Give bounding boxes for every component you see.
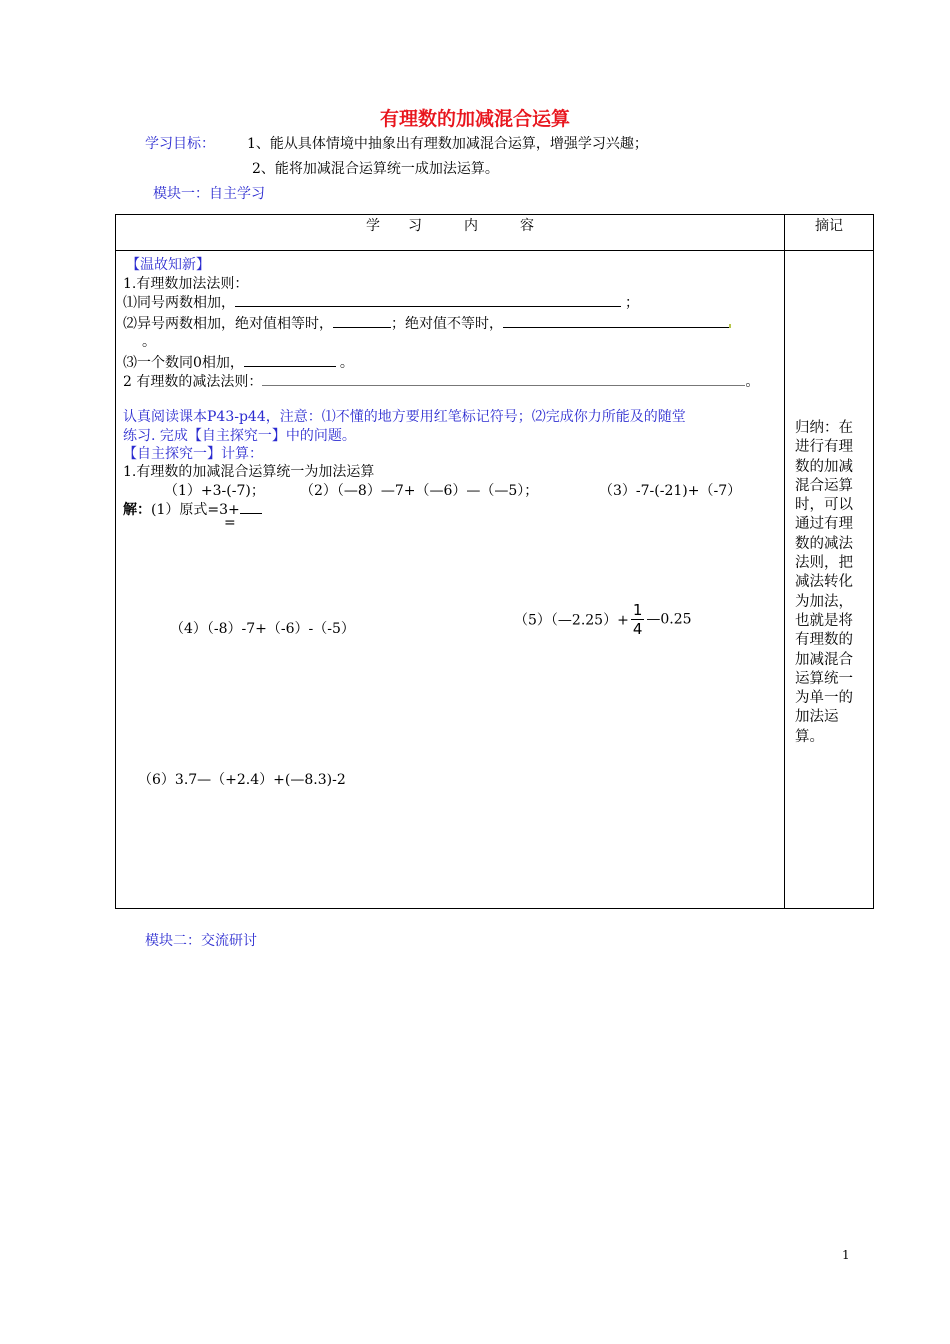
problem-1: （1）+3-(-7)； [164, 483, 265, 499]
objective-item-1: 1、能从具体情境中抽象出有理数加减混合运算，增强学习兴趣； [247, 136, 648, 152]
table-header-row [116, 215, 874, 251]
problem-3: （3）-7-(-21)+（-7） [599, 483, 742, 499]
rule-text: ⑵异号两数相加，绝对值相等时， [123, 316, 333, 332]
punctuation: ； [625, 295, 639, 311]
problem-4: （4）（-8）-7+（-6）-（-5） [170, 621, 355, 637]
punctuation: 。 [745, 374, 760, 390]
fraction [631, 601, 645, 638]
subtraction-rule [123, 371, 759, 391]
rule-text: ；绝对值不等时， [391, 316, 503, 332]
addition-rule-1 [123, 292, 639, 312]
header-content: 学 习 内 容 [116, 215, 785, 251]
addition-rule-3 [123, 352, 354, 372]
punctuation: 。 [339, 355, 354, 371]
rule-text: ⑶一个数同0相加， [123, 355, 244, 371]
table-body-row [116, 251, 874, 909]
content-cell [116, 251, 785, 909]
study-table [115, 214, 874, 909]
answer-blank [235, 292, 621, 307]
notes-cell [785, 251, 874, 909]
fraction-numerator: 1 [632, 601, 643, 619]
answer-blank [240, 499, 262, 514]
problem-2: （2）（—8）—7+（—6）—（—5）； [300, 483, 539, 499]
answer-blank [503, 313, 729, 328]
review-heading: 【温故知新】 [126, 257, 210, 273]
explore-statement: 1.有理数的加减混合运算统一为加法运算 [123, 464, 375, 480]
rule-text: ⑴同号两数相加， [123, 295, 235, 311]
page-number: 1 [842, 1248, 850, 1262]
summary-note: 归纳：在进行有理数的加减混合运算时，可以通过有理数的减法法则，把减法转化为加法，也就是将有理数的加减混合运算统一为单一的加法运算。 [795, 420, 853, 745]
fraction-denominator: 4 [632, 620, 643, 638]
module-2-heading: 模块二：交流研讨 [145, 933, 257, 949]
answer-blank [333, 313, 391, 328]
problem-6: （6）3.7—（+2.4）+(—8.3)-2 [138, 772, 346, 788]
addition-rule-title: 1.有理数加法法则： [123, 276, 249, 292]
problem-5 [514, 601, 692, 638]
solution-equals: = [224, 515, 236, 531]
module-1-heading: 模块一：自主学习 [153, 186, 265, 202]
answer-blank [262, 371, 745, 386]
addition-rule-2-end: 。 [142, 334, 156, 350]
solution-line [123, 499, 262, 519]
problem-5-suffix: —0.25 [646, 611, 692, 628]
solution-text: (1）原式=3+ [151, 502, 240, 518]
problem-5-prefix: （5）（—2.25）+ [514, 612, 629, 629]
reading-instruction-1: 认真阅读课本P43-p44，注意：⑴不懂的地方要用红笔标记符号；⑵完成你力所能及的随堂 [123, 409, 686, 425]
answer-blank [244, 352, 336, 367]
page-title: 有理数的加减混合运算 [379, 108, 570, 130]
addition-rule-2 [123, 313, 731, 333]
solution-label: 解： [123, 502, 151, 518]
rule-text: 2 有理数的减法法则： [123, 374, 263, 390]
explore-heading: 【自主探究一】计算： [123, 446, 263, 462]
header-notes: 摘记 [785, 215, 874, 251]
objectives-label: 学习目标： [145, 136, 215, 152]
objective-item-2: 2、能将加减混合运算统一成加法运算。 [252, 161, 499, 177]
reading-instruction-2: 练习. 完成【自主探究一】中的问题。 [123, 428, 356, 444]
